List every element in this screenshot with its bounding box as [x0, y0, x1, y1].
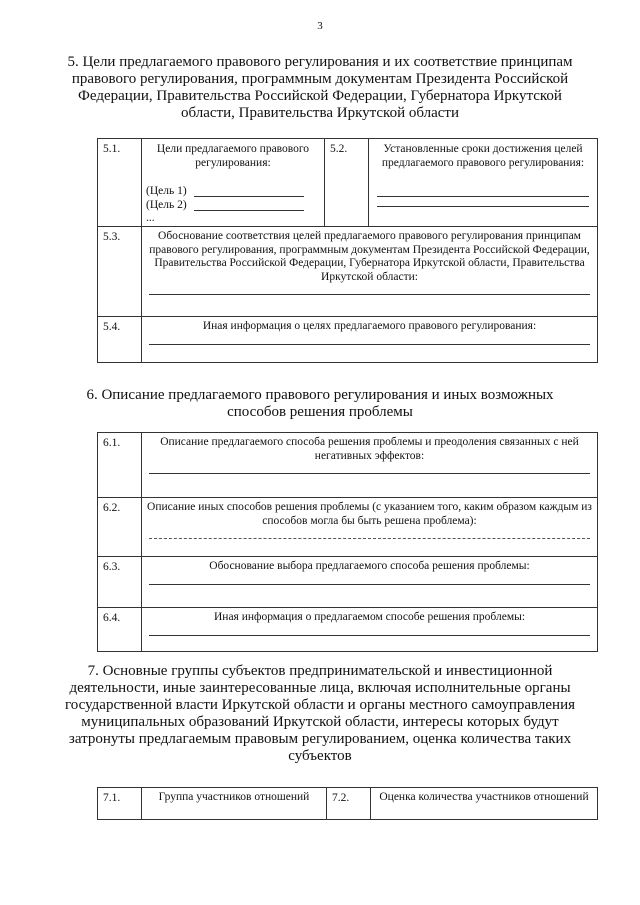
- proposed-method-line[interactable]: [149, 463, 590, 474]
- table-row: [98, 227, 598, 317]
- justification-cell: [142, 227, 598, 317]
- method-other-info-label: Иная информация о предлагаемом способе решения проблемы:: [213, 611, 526, 623]
- goal-2-label: (Цель 2): [146, 199, 187, 211]
- section-7-table: [97, 787, 598, 820]
- goals-label: Цели предлагаемого правового регулирования:: [156, 143, 310, 169]
- section-5-heading: 5. Цели предлагаемого правового регулирования и их соответствие принципам правового регулирования, программным документам Президента Российской Федерации, Правительства Российской Федерации, Губернатора Иркутской области, Правительства Иркутской области: [67, 54, 573, 121]
- row-number: 5.1.: [98, 139, 142, 227]
- proposed-method-cell: [142, 433, 598, 498]
- page-number: 3: [317, 20, 323, 32]
- other-info-line[interactable]: [149, 334, 590, 345]
- row-number: 7.2.: [327, 788, 371, 820]
- table-row: [98, 498, 598, 557]
- goal-1-label: (Цель 1): [146, 185, 187, 197]
- table-row: [98, 139, 598, 227]
- other-methods-cell: [142, 498, 598, 557]
- participant-count-header: Оценка количества участников отношений: [371, 788, 598, 820]
- table-row: [98, 557, 598, 608]
- row-number: 7.1.: [98, 788, 142, 820]
- row-number: 6.3.: [98, 557, 142, 608]
- justification-label: Обоснование соответствия целей предлагаемого правового регулирования принципам правового регулирования, программным документам Президента Российской Федерации, Правительства Российской Федерации, Губернатора Иркутской области, Правительства Иркутской области:: [149, 230, 590, 283]
- row-number: 5.3.: [98, 227, 142, 317]
- goal-2-field[interactable]: [146, 199, 320, 213]
- choice-reason-cell: [142, 557, 598, 608]
- goal-more: ...: [146, 212, 155, 224]
- other-info-label: Иная информация о целях предлагаемого правового регулирования:: [202, 320, 537, 332]
- choice-reason-line[interactable]: [149, 574, 590, 585]
- row-number: 5.4.: [98, 317, 142, 363]
- other-methods-label: Описание иных способов решения проблемы (с указанием того, каким образом каждым из способов могла бы быть решена проблема):: [147, 501, 592, 527]
- method-other-info-cell: [142, 608, 598, 652]
- section-6-heading: 6. Описание предлагаемого правового регулирования и иных возможных способов решения проблемы: [86, 387, 554, 420]
- method-other-info-line[interactable]: [149, 625, 590, 636]
- row-number: 6.4.: [98, 608, 142, 652]
- table-row: [98, 788, 598, 820]
- table-row: [98, 433, 598, 498]
- other-methods-line[interactable]: [149, 528, 590, 539]
- section-5-table: [97, 138, 598, 363]
- choice-reason-label: Обоснование выбора предлагаемого способа решения проблемы:: [209, 560, 530, 572]
- row-number: 5.2.: [325, 139, 369, 227]
- goal-1-field[interactable]: [146, 185, 320, 199]
- proposed-method-label: Описание предлагаемого способа решения проблемы и преодоления связанных с ней негативных эффектов:: [160, 436, 579, 462]
- deadlines-label: Установленные сроки достижения целей предлагаемого правового регулирования:: [381, 143, 585, 169]
- section-7-heading: 7. Основные группы субъектов предпринимательской и инвестиционной деятельности, иные заинтересованные лица, включая исполнительные органы государственной власти Иркутской области и органы местного самоуправления муниципальных образований Иркутской области, интересы которых будут затронуты предлагаемым правовым регулированием, оценка количества таких субъектов: [65, 663, 575, 764]
- participant-group-header: Группа участников отношений: [142, 788, 327, 820]
- other-info-cell: [142, 317, 598, 363]
- row-number: 6.2.: [98, 498, 142, 557]
- table-row: [98, 317, 598, 363]
- table-row: [98, 608, 598, 652]
- deadline-line-2[interactable]: [377, 197, 589, 207]
- justification-line[interactable]: [149, 284, 590, 295]
- deadlines-cell: [369, 139, 598, 227]
- deadline-line-1[interactable]: [377, 187, 589, 197]
- section-6-table: [97, 432, 598, 652]
- row-number: 6.1.: [98, 433, 142, 498]
- goals-cell: [142, 139, 325, 227]
